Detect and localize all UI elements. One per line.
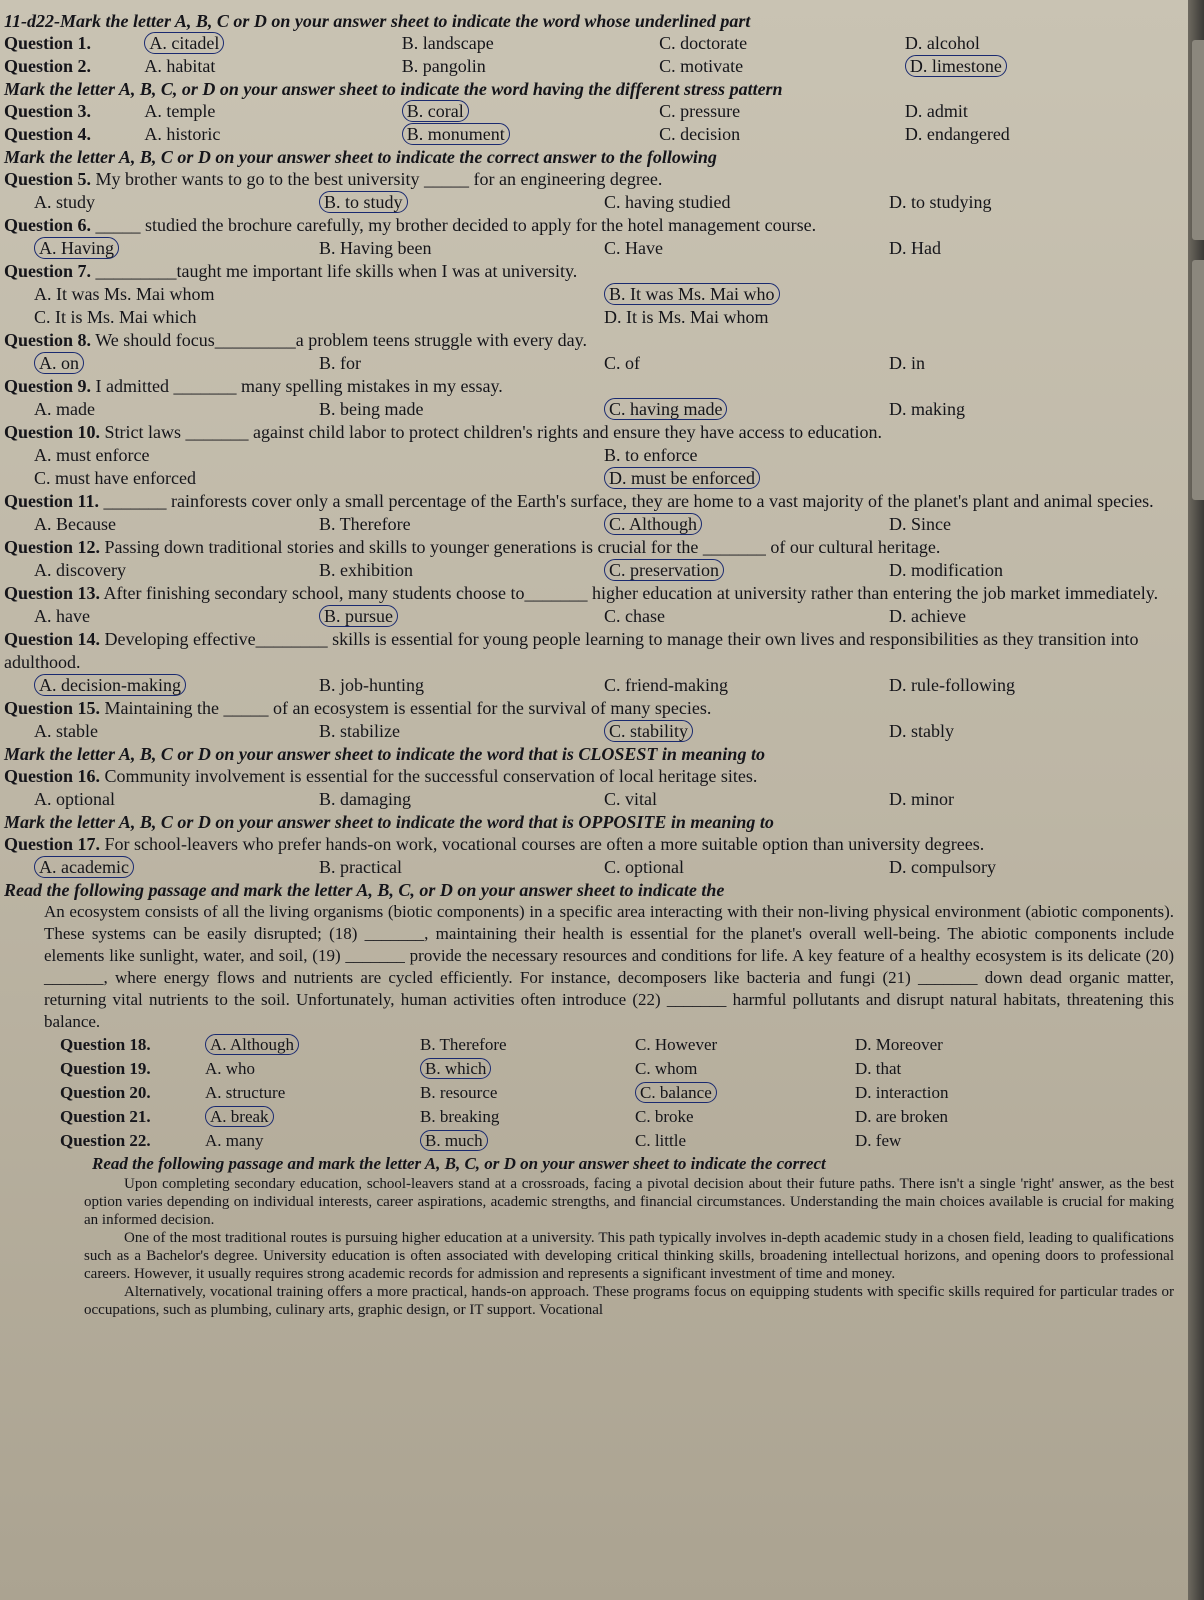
question-1: Question 1. A. citadel B. landscape C. doctorate D. alcohol <box>4 32 1174 55</box>
q11-option-a[interactable]: A. Because <box>34 514 116 534</box>
q18-option-c[interactable]: C. However <box>635 1035 718 1054</box>
q8-option-a[interactable]: A. on <box>34 352 319 375</box>
q10-option-a[interactable]: A. must enforce <box>34 445 150 465</box>
q6-stem: _____ studied the brochure carefully, my brother decided to apply for the hotel management course. <box>95 215 817 235</box>
q19-option-b[interactable]: B. which <box>420 1057 635 1081</box>
q9-stem: I admitted _______ many spelling mistakes in my essay. <box>95 376 503 396</box>
q12-stem: Passing down traditional stories and skills to younger generations is crucial for the _______ of our cultural heritage. <box>104 537 941 557</box>
q13-option-d[interactable]: D. achieve <box>889 606 966 626</box>
question-5: Question 5. My brother wants to go to the best university _____ for an engineering degree. A. study B. to study C. having studied D. to studying <box>4 168 1174 214</box>
question-8: Question 8. We should focus_________a problem teens struggle with every day. A. on B. for C. of D. in <box>4 329 1174 375</box>
section-1-instruction: 11-d22-Mark the letter A, B, C or D on your answer sheet to indicate the word whose underlined part <box>4 11 751 31</box>
q16-option-a[interactable]: A. optional <box>34 789 115 809</box>
q14-stem: Developing effective________ skills is essential for young people learning to manage their own lives and responsibilities as they transition into adulthood. <box>4 629 1139 672</box>
q2-option-a[interactable]: A. habitat <box>144 56 216 76</box>
page-edge-tab <box>1192 260 1204 500</box>
q1-option-b[interactable]: B. landscape <box>401 33 494 53</box>
section-2-instruction: Mark the letter A, B, C, or D on your answer sheet to indicate the word having the different stress pattern <box>4 79 783 99</box>
q1-option-c[interactable]: C. doctorate <box>659 33 748 53</box>
q19-option-d[interactable]: D. that <box>855 1059 902 1078</box>
q9-option-d[interactable]: D. making <box>889 399 965 419</box>
q10-option-b[interactable]: B. to enforce <box>604 445 698 465</box>
section-3-instruction: Mark the letter A, B, C or D on your answer sheet to indicate the correct answer to the following <box>4 147 717 167</box>
q3-option-b[interactable]: B. coral <box>402 100 659 123</box>
q11-option-c[interactable]: C. Although <box>604 513 889 536</box>
q20-option-c[interactable]: C. balance <box>635 1081 855 1105</box>
question-14: Question 14. Developing effective________ skills is essential for young people learning to manage their own lives and responsibilities as they transition into adulthood. A. decision-making B. job-hunting C. friend-making D. rule-following <box>4 628 1174 697</box>
q8-option-c[interactable]: C. of <box>604 353 640 373</box>
q2-option-b[interactable]: B. pangolin <box>401 56 486 76</box>
q13-stem: After finishing secondary school, many students choose to_______ higher education at university rather than entering the job market immediately. <box>103 583 1159 603</box>
q13-option-b[interactable]: B. pursue <box>319 605 604 628</box>
question-7: Question 7. _________taught me important life skills when I was at university. A. It was Ms. Mai whom B. It was Ms. Mai who C. It is Ms. Mai which D. It is Ms. Mai whom <box>4 260 1174 329</box>
reading-paragraph-2: One of the most traditional routes is pursuing higher education at a university. This path typically involves in-depth academic study in a chosen field, leading to qualifications such as a Bachelor's degree. University education is often associated with developing critical thinking skills, broadening intellectual horizons, and opening doors to professional careers. However, it usually requires strong academic records for admission and represents a significant investment of time and money. <box>84 1230 1174 1282</box>
question-2: Question 2. A. habitat B. pangolin C. motivate D. limestone <box>4 55 1174 78</box>
q14-option-a[interactable]: A. decision-making <box>34 674 319 697</box>
q22-option-a[interactable]: A. many <box>205 1131 264 1150</box>
q10-stem: Strict laws _______ against child labor to protect children's rights and ensure they have access to education. <box>104 422 883 442</box>
q20-option-a[interactable]: A. structure <box>205 1083 286 1102</box>
q6-option-d[interactable]: D. Had <box>889 238 941 258</box>
q3-option-d[interactable]: D. admit <box>904 101 968 121</box>
q21-option-b[interactable]: B. breaking <box>420 1107 500 1126</box>
q7-option-b[interactable]: B. It was Ms. Mai who <box>604 283 1174 306</box>
q12-option-a[interactable]: A. discovery <box>34 560 126 580</box>
q3-option-a[interactable]: A. temple <box>144 101 216 121</box>
q16-option-c[interactable]: C. vital <box>604 789 657 809</box>
q12-option-b[interactable]: B. exhibition <box>319 560 413 580</box>
question-22: Question 22. A. many B. much C. little D. few <box>60 1129 1174 1153</box>
q22-option-b[interactable]: B. much <box>420 1129 635 1153</box>
q17-option-a[interactable]: A. academic <box>34 856 319 879</box>
q18-option-d[interactable]: D. Moreover <box>855 1035 943 1054</box>
q8-stem: We should focus_________a problem teens struggle with every day. <box>95 330 587 350</box>
q15-option-c[interactable]: C. stability <box>604 720 889 743</box>
q9-option-c[interactable]: C. having made <box>604 398 889 421</box>
q12-option-d[interactable]: D. modification <box>889 560 1003 580</box>
q4-option-b[interactable]: B. monument <box>402 123 659 146</box>
question-19: Question 19. A. who B. which C. whom D. that <box>60 1057 1174 1081</box>
q15-option-d[interactable]: D. stably <box>889 721 954 741</box>
question-13: Question 13. After finishing secondary school, many students choose to_______ higher education at university rather than entering the job market immediately. A. have B. pursue C. chase D. achieve <box>4 582 1174 628</box>
q11-option-d[interactable]: D. Since <box>889 514 951 534</box>
section-5-instruction: Mark the letter A, B, C or D on your answer sheet to indicate the word that is OPPOSITE in meaning to <box>4 812 774 832</box>
q1-option-d[interactable]: D. alcohol <box>904 33 980 53</box>
page-edge-tab <box>1192 40 1204 240</box>
q9-option-b[interactable]: B. being made <box>319 399 424 419</box>
q2-option-c[interactable]: C. motivate <box>659 56 744 76</box>
question-12: Question 12. Passing down traditional stories and skills to younger generations is crucial for the _______ of our cultural heritage. A. discovery B. exhibition C. preservation D. modification <box>4 536 1174 582</box>
question-18: Question 18. A. Although B. Therefore C. However D. Moreover <box>60 1033 1174 1057</box>
q10-option-d[interactable]: D. must be enforced <box>604 467 1174 490</box>
question-17: Question 17. For school-leavers who prefer hands-on work, vocational courses are often a more suitable option than university degrees. A. academic B. practical C. optional D. compulsory <box>4 833 1174 879</box>
q16-option-d[interactable]: D. minor <box>889 789 954 809</box>
q7-option-a[interactable]: A. It was Ms. Mai whom <box>34 284 215 304</box>
q19-option-c[interactable]: C. whom <box>635 1059 698 1078</box>
q6-option-a[interactable]: A. Having <box>34 237 319 260</box>
reading-paragraph-3: Alternatively, vocational training offers a more practical, hands-on approach. These programs focus on equipping students with specific skills required for particular trades or occupations, such as plumbing, culinary arts, graphic design, or IT support. Vocational <box>84 1284 1174 1318</box>
question-3: Question 3. A. temple B. coral C. pressure D. admit <box>4 100 1174 123</box>
q5-stem: My brother wants to go to the best university _____ for an engineering degree. <box>95 169 663 189</box>
q3-option-c[interactable]: C. pressure <box>659 101 741 121</box>
q10-option-c[interactable]: C. must have enforced <box>34 468 196 488</box>
q8-option-d[interactable]: D. in <box>889 353 925 373</box>
q4-option-a[interactable]: A. historic <box>144 124 221 144</box>
q9-option-a[interactable]: A. made <box>34 399 95 419</box>
q22-option-d[interactable]: D. few <box>855 1131 902 1150</box>
q22-option-c[interactable]: C. little <box>635 1131 686 1150</box>
section-4-instruction: Mark the letter A, B, C or D on your answer sheet to indicate the word that is CLOSEST in meaning to <box>4 744 765 764</box>
page-edge-shadow <box>1188 0 1204 1600</box>
section-7-instruction: Read the following passage and mark the letter A, B, C, or D on your answer sheet to indicate the correct <box>92 1154 826 1173</box>
ecosystem-passage: An ecosystem consists of all the living organisms (biotic components) in a specific area interacting with their non-living physical environment (abiotic components). These systems can be easily disrupted; (18) _______, maintaining their health is essential for the planet's overall well-being. The abiotic components include elements like sunlight, water, and soil, (19) _______ provide the necessary resources and conditions for life. A key feature of a healthy ecosystem is its delicate (20) _______, where energy flows and nutrients are cycled efficiently. For instance, decomposers like bacteria and fungi (21) _______ down dead organic matter, returning vital nutrients to the soil. Unfortunately, human activities often introduce (22) _______ harmful pollutants and disrupt natural habitats, threatening this balance. <box>44 902 1174 1031</box>
question-21: Question 21. A. break B. breaking C. broke D. are broken <box>60 1105 1174 1129</box>
q7-stem: _________taught me important life skills when I was at university. <box>95 261 578 281</box>
q2-option-d[interactable]: D. limestone <box>905 55 1174 78</box>
cloze-answers <box>60 1033 1174 1153</box>
q14-option-b[interactable]: B. job-hunting <box>319 675 425 695</box>
question-9: Question 9. I admitted _______ many spelling mistakes in my essay. A. made B. being made C. having made D. making <box>4 375 1174 421</box>
q14-option-c[interactable]: C. friend-making <box>604 675 728 695</box>
question-16: Question 16. Community involvement is essential for the successful conservation of local heritage sites. A. optional B. damaging C. vital D. minor <box>4 765 1174 811</box>
reading-paragraph-1: Upon completing secondary education, school-leavers stand at a crossroads, facing a pivotal decision about their future paths. There isn't a single 'right' answer, as the best option varies depending on individual interests, career aspirations, academic strengths, and financial circumstances. Understanding the main choices available is crucial for making an informed decision. <box>84 1176 1174 1228</box>
q16-stem: Community involvement is essential for the successful conservation of local heritage sites. <box>104 766 758 786</box>
q19-option-a[interactable]: A. who <box>205 1059 256 1078</box>
q14-option-d[interactable]: D. rule-following <box>889 675 1015 695</box>
q7-option-d[interactable]: D. It is Ms. Mai whom <box>604 307 769 327</box>
question-6: Question 6. _____ studied the brochure carefully, my brother decided to apply for the hotel management course. A. Having B. Having been C. Have D. Had <box>4 214 1174 260</box>
q18-option-a[interactable]: A. Although <box>205 1033 420 1057</box>
q17-stem: For school-leavers who prefer hands-on work, vocational courses are often a more suitable option than university degrees. <box>104 834 985 854</box>
q16-option-b[interactable]: B. damaging <box>319 789 411 809</box>
q17-option-c[interactable]: C. optional <box>604 857 684 877</box>
q21-option-c[interactable]: C. broke <box>635 1107 694 1126</box>
q20-option-d[interactable]: D. interaction <box>855 1083 949 1102</box>
question-4: Question 4. A. historic B. monument C. decision D. endangered <box>4 123 1174 146</box>
question-10: Question 10. Strict laws _______ against child labor to protect children's rights and ensure they have access to education. A. must enforce B. to enforce C. must have enforced D. must be enforced <box>4 421 1174 490</box>
q20-option-b[interactable]: B. resource <box>420 1083 498 1102</box>
q13-option-a[interactable]: A. have <box>34 606 90 626</box>
q8-option-b[interactable]: B. for <box>319 353 361 373</box>
q5-option-a[interactable]: A. study <box>34 192 96 212</box>
q11-option-b[interactable]: B. Therefore <box>319 514 411 534</box>
q12-option-c[interactable]: C. preservation <box>604 559 889 582</box>
q13-option-c[interactable]: C. chase <box>604 606 665 626</box>
question-15: Question 15. Maintaining the _____ of an ecosystem is essential for the survival of many species. A. stable B. stabilize C. stability D. stably <box>4 697 1174 743</box>
q21-option-a[interactable]: A. break <box>205 1105 420 1129</box>
q18-option-b[interactable]: B. Therefore <box>420 1035 507 1054</box>
q6-option-b[interactable]: B. Having been <box>319 238 432 258</box>
q15-option-a[interactable]: A. stable <box>34 721 98 741</box>
question-20: Question 20. A. structure B. resource C. balance D. interaction <box>60 1081 1174 1105</box>
q17-option-d[interactable]: D. compulsory <box>889 857 996 877</box>
question-11: Question 11. _______ rainforests cover only a small percentage of the Earth's surface, they are home to a vast majority of the planet's plant and animal species. A. Because B. Therefore C. Although D. Since <box>4 490 1174 536</box>
q4-option-d[interactable]: D. endangered <box>904 124 1010 144</box>
q1-option-a[interactable]: A. citadel <box>144 32 401 55</box>
q5-option-c[interactable]: C. having studied <box>604 192 731 212</box>
q5-option-b[interactable]: B. to study <box>319 191 604 214</box>
q15-option-b[interactable]: B. stabilize <box>319 721 400 741</box>
section-6-instruction: Read the following passage and mark the letter A, B, C, or D on your answer sheet to indicate the <box>4 880 725 900</box>
q7-option-c[interactable]: C. It is Ms. Mai which <box>34 307 197 327</box>
q17-option-b[interactable]: B. practical <box>319 857 402 877</box>
q11-stem: _______ rainforests cover only a small percentage of the Earth's surface, they are home to a vast majority of the planet's plant and animal species. <box>103 491 1154 511</box>
q15-stem: Maintaining the _____ of an ecosystem is essential for the survival of many species. <box>104 698 712 718</box>
q4-option-c[interactable]: C. decision <box>659 124 741 144</box>
q6-option-c[interactable]: C. Have <box>604 238 663 258</box>
q21-option-d[interactable]: D. are broken <box>855 1107 948 1126</box>
q5-option-d[interactable]: D. to studying <box>889 192 992 212</box>
